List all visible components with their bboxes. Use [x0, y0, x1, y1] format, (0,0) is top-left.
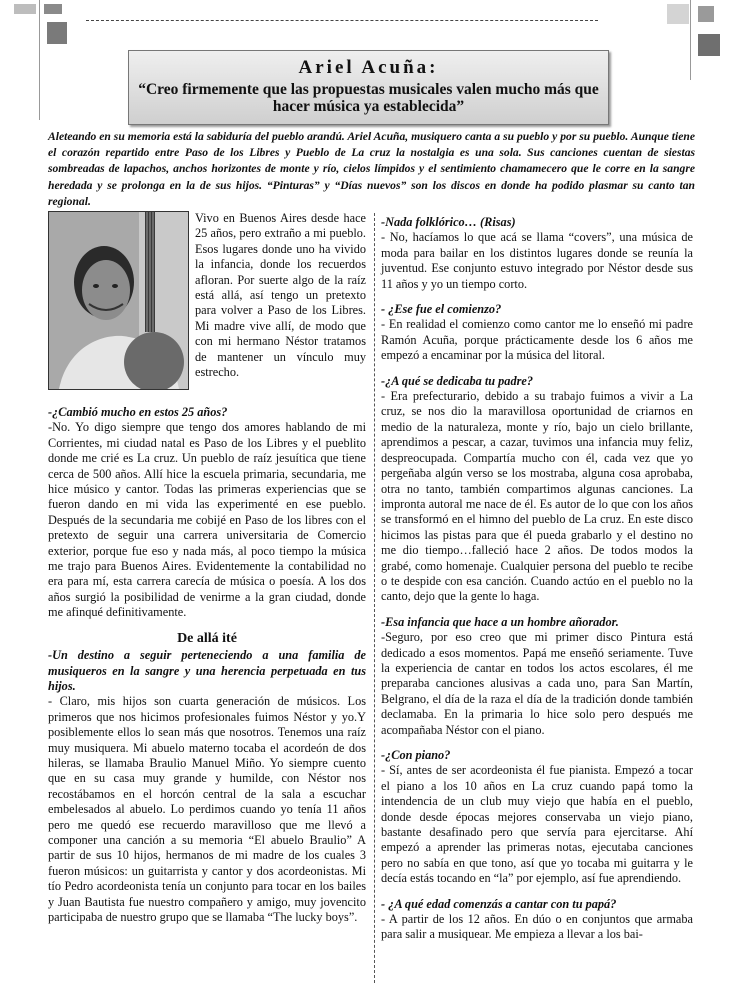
- question: -¿Con piano?: [381, 748, 451, 762]
- column-separator: [374, 213, 375, 983]
- answer: - No, hacíamos lo que acá se llama “covers”, una música de moda para bailar en los distintos lugares donde se reunía la juventud. Ese conjunto estuvo integrado por Néstor desde sus 11 años y yo un tiempo corto.: [381, 230, 693, 291]
- question: -¿Cambió mucho en estos 25 años?: [48, 405, 228, 419]
- portrait-illustration: [49, 212, 188, 389]
- question: -Un destino a seguir perteneciendo a una familia de musiqueros en la sangre y una herencia perpetuada en tus hijos.: [48, 648, 366, 693]
- answer: - Sí, antes de ser acordeonista él fue pianista. Empezó a tocar el piano a los 10 años en La cruz cuando papá tomo la intendencia de un club muy viejo que había en el pueblo, donde desde épocas mejores conservaba un viejo piano, bastante desafinado pero que servía para ejercitarse. Ahí empezó a aprender las primeras notas, ejecutaba canciones pero no sabía en que tono, así que yo tocaba mi guitarra y le decía estás tocando en “la” por ejemplo, así fue aprendiendo.: [381, 763, 693, 886]
- decor-square: [47, 22, 67, 44]
- decor-square: [698, 34, 720, 56]
- portrait-photo: [48, 211, 189, 390]
- answer: -Seguro, por eso creo que mi primer disco Pintura está dedicado a esos momentos. Papá me enseñó seriamente. Tuve la experiencia de cantar en todos los actos escolares, él me preparaba canciones alusivas a cada uno, para San Martín, Belgrano, el día de la raza el día de la tradición donde también declamaba. En la primaria lo hice solo pero después me acompañaba Néstor con el piano.: [381, 630, 693, 737]
- question: -Esa infancia que hace a un hombre añorador.: [381, 614, 619, 629]
- question: - ¿A qué edad comenzás a cantar con tu papá?: [381, 896, 617, 911]
- answer: - A partir de los 12 años. En dúo o en conjuntos que armaba para salir a musiquear. Me empieza a llevar a los bai-: [381, 912, 693, 942]
- answer: - Era prefecturario, debido a su trabajo fuimos a vivir a La cruz, se nos dio la maravillosa oportunidad de criarnos en medio de la naturaleza, monte y río, bajo un cielo brillante, aprendimos a pescar, a cazar, tuvimos una infancia muy feliz, despreocupada. Compartía mucho con él, cada vez que yo pergeñaba algún verso se los mostraba, alguna cosa aprobaba, otra no tanto, también compartimos algunas canciones. La impronta autoral me nace de él. Es autor de lo que con los años se transformó en el himno del pueblo de La cruz. En este disco hicimos las pistas para que él pueda grabarlo y el destino no me dio tiempo…falleció hace 2 años. De todos modos la grabé, como homenaje. Cualquier persona del pueblo te recibe o te despide con esa canción. Cuando actúo en el pueblo no la canto, dejo que la gente lo haga.: [381, 389, 693, 604]
- decor-square: [667, 4, 689, 24]
- decor-square: [44, 4, 62, 14]
- left-column: [48, 405, 366, 935]
- question: -¿A qué se dedicaba tu padre?: [381, 373, 533, 388]
- decor-square: [14, 4, 36, 14]
- answer: - Claro, mis hijos son cuarta generación de músicos. Los primeros que nos hicimos profesionales fuimos Néstor y yo.Y posiblemente ellos lo sean más que nosotros. Tenemos una raíz muy musiquera. Mi abuelo materno tocaba el acordeón de dos hileras, se llamaba Braulio Manuel Miño. Yo siempre cuento que en su casa muy grande y humilde, con Néstor nos recostábamos en el horcón central de la sala a escuchar embelesados al abuelo. Lo perdimos cuando yo tenía 11 años pero me quedó ese recuerdo maravilloso que me llevó a componer una canción a su memoria “El abuelo Braulio” A partir de sus 10 hijos, hermanos de mi madre de los cuales 3 fueron músicos: un guitarrista y cantor y dos acordeonistas. Mi tío Pedro acordeonista tenía un conjunto para tocar en los bailes y Juan Bautista fue nuestro compañero y amigo, muy jovencito participaba de nuestro grupo que se llamaba “The lucky boys”.: [48, 694, 366, 924]
- intro-paragraph: Aleteando en su memoria está la sabiduría del pueblo arandú. Ariel Acuña, musiquero canta a su pueblo y por su pueblo. Aunque tiene el corazón repartido entre Paso de los Libres y Pueblo de La cruz la nostalgia es una sola. Sus canciones cuentan de siestas sombreadas de lapachos, anchos horizontes de monte y río, cielos límpidos y el sentimiento chamamecero que le corre en la sangre heredada y se prolonga en la de sus hijos. “Pinturas” y “Días nuevos” son los discos en donde ha podido plasmar su canto tan regional.: [48, 130, 695, 208]
- top-dashed-rule: [86, 20, 598, 21]
- article-title: Ariel Acuña:: [298, 57, 439, 78]
- question: -Nada folklórico… (Risas): [381, 215, 516, 229]
- right-column: [381, 215, 693, 953]
- decor-vertical-line: [690, 0, 691, 80]
- photo-side-text: Vivo en Buenos Aires desde hace 25 años, pero extraño a mi pueblo. Esos lugares donde uno ha vivido la infancia, donde los recuerdos afloran. Por suerte algo de la raíz está allá, así tengo un pretexto para volver a Paso de los Libres. Mi madre vive allí, de modo que con mi hermano Néstor tratamos de mantener un vínculo muy estrecho.: [195, 211, 366, 380]
- question: - ¿Ese fue el comienzo?: [381, 302, 502, 317]
- decor-vertical-line: [39, 0, 40, 120]
- answer: - En realidad el comienzo como cantor me lo enseñó mi padre Ramón Acuña, porque prácticamente desde los 6 años me empezó a encaminar por la música del litoral.: [381, 317, 693, 363]
- title-box: [128, 50, 609, 125]
- answer: -No. Yo digo siempre que tengo dos amores hablando de mi Corrientes, mi ciudad natal es Paso de los Libres y el pueblito donde me crié es La cruz. Un pueblo de raíz jesuítica que tiene cerca de 500 años. Allí hice la escuela primaria, secundaria, me hice músico y cantor. Todas las primeras experiencias que se fueron dando en mi vida las experimenté en ese pueblo. Después de la secundaria me cobijé en Paso de los libres con el pretexto de seguir una carrera universitaria de Comercio exterior, porque fue eso y nada más, al poco tiempo la música me trajo para Buenos Aires. Evidentemente la contabilidad no era para mí, esta carrera carecía de música o poesía. A los dos años surgió la posibilidad de venirme a la gran ciudad, donde me afinqué definitivamente.: [48, 420, 366, 620]
- section-subheading: De allá ité: [177, 630, 237, 646]
- decor-square: [698, 6, 714, 22]
- article-subtitle: “Creo firmemente que las propuestas musicales valen mucho más que hacer música ya establecida”: [138, 81, 599, 115]
